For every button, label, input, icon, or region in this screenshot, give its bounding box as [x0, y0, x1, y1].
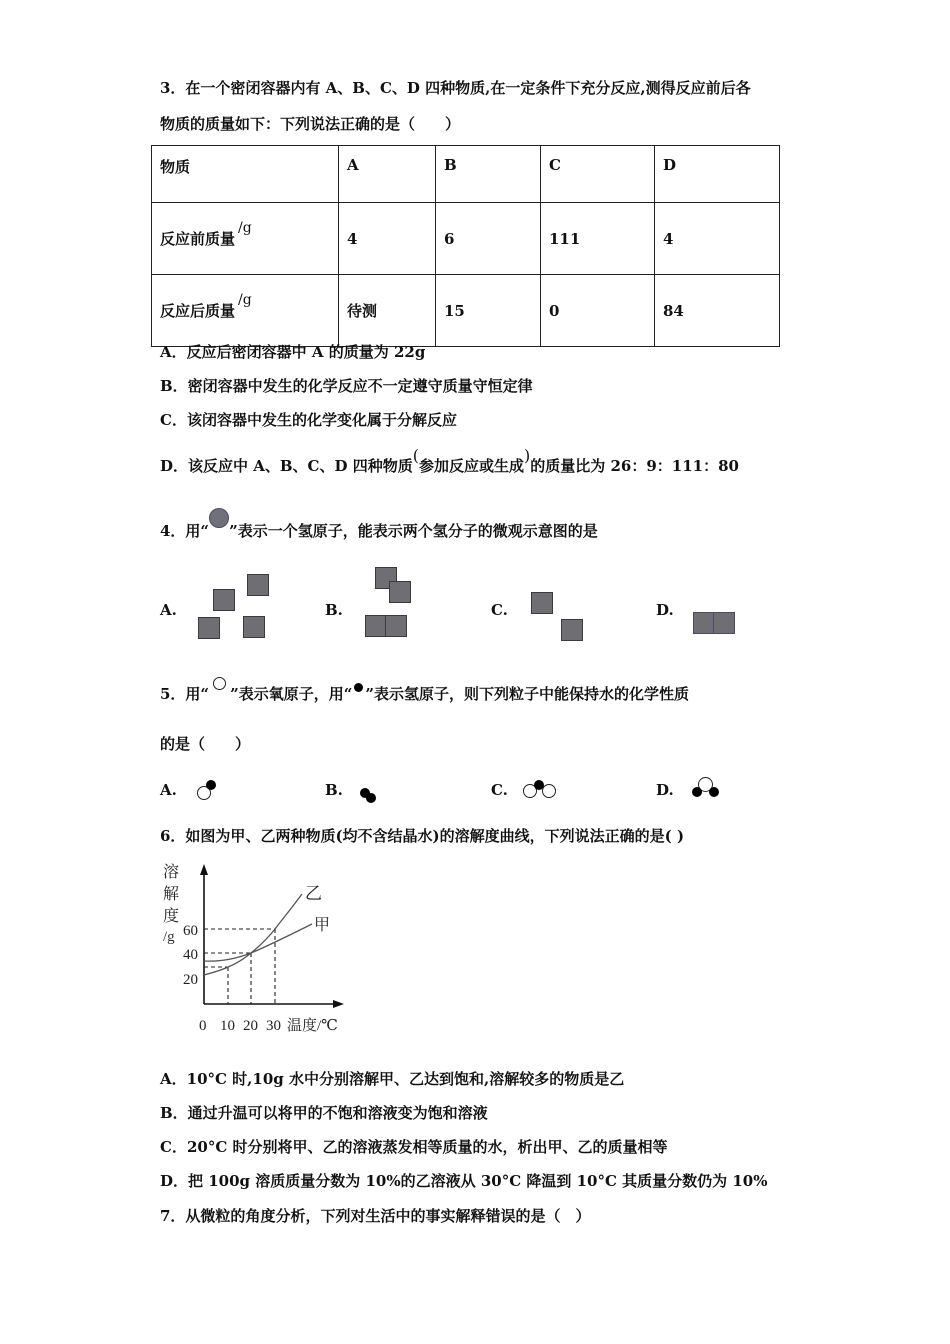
- hydrogen-atom-icon: [243, 616, 265, 638]
- q3-option-c[interactable]: C．该闭容器中发生的化学变化属于分解反应: [160, 411, 457, 429]
- q5-option-c-label[interactable]: C.: [491, 781, 508, 799]
- table-row: [152, 203, 780, 275]
- curve-yi: [204, 894, 302, 975]
- curve-jia: [204, 924, 312, 961]
- x-tick-label: 30: [266, 1018, 281, 1034]
- series-label-yi: 乙: [305, 884, 322, 903]
- q4-option-d-label[interactable]: D.: [656, 601, 674, 619]
- oxygen-atom-icon: [542, 784, 556, 798]
- hydrogen-atom-icon: [389, 581, 411, 603]
- q4-stem-post: ”表示一个氢原子，能表示两个氢分子的微观示意图的是: [229, 522, 598, 540]
- hydrogen-atom-icon: [366, 793, 376, 803]
- x-axis-arrow-icon: [333, 1000, 344, 1008]
- q6-option-b[interactable]: B．通过升温可以将甲的不饱和溶液变为饱和溶液: [160, 1104, 488, 1122]
- q4-stem: [160, 516, 598, 541]
- hydrogen-atom-icon: [198, 617, 220, 639]
- table-row: [152, 275, 780, 347]
- q3-option-b[interactable]: B．密闭容器中发生的化学反应不一定遵守质量守恒定律: [160, 377, 533, 395]
- table-cell: 84: [655, 275, 780, 347]
- q3-option-a[interactable]: A．反应后密闭容器中 A 的质量为 22g: [160, 343, 426, 361]
- table-header-cell: B: [436, 146, 541, 203]
- y-tick-label: 60: [183, 923, 198, 939]
- q5-stem-part2: ”表示氧原子，用“: [230, 685, 353, 703]
- q4-option-b-label[interactable]: B.: [325, 601, 343, 619]
- q4-stem-pre: 4．用“: [160, 522, 210, 540]
- table-header-cell: A: [339, 146, 436, 203]
- row-label-cell: [152, 275, 339, 347]
- hydrogen-atom-icon: [693, 612, 715, 634]
- q4-option-c-label[interactable]: C.: [491, 601, 508, 619]
- table-cell: 15: [436, 275, 541, 347]
- hydrogen-atom-icon: [534, 780, 544, 790]
- q3-stem-line1: 3．在一个密闭容器内有 A、B、C、D 四种物质,在一定条件下充分反应,测得反应前后各: [160, 79, 751, 97]
- x-tick-label: 20: [243, 1018, 258, 1034]
- q3-stem-line2: 物质的质量如下：下列说法正确的是（ ）: [160, 115, 461, 133]
- table-cell: 111: [541, 203, 655, 275]
- q6-option-c[interactable]: C．20°C 时分别将甲、乙的溶液蒸发相等质量的水，析出甲、乙的质量相等: [160, 1138, 668, 1156]
- unit-label: /g: [238, 292, 252, 308]
- series-label-jia: 甲: [314, 917, 331, 934]
- q4-option-a-label[interactable]: A.: [160, 601, 177, 619]
- table-cell: 4: [655, 203, 780, 275]
- row-label: 反应后质量: [160, 302, 236, 320]
- hydrogen-atom-icon: [713, 612, 735, 634]
- y-tick-label: 20: [183, 972, 198, 988]
- q5-option-d-label[interactable]: D.: [656, 781, 674, 799]
- hydrogen-atom-icon: [209, 508, 229, 528]
- q5-stem-line1: [160, 684, 689, 704]
- hydrogen-atom-icon: [213, 589, 235, 611]
- row-label-cell: [152, 203, 339, 275]
- q7-stem: 7．从微粒的角度分析，下列对生活中的事实解释错误的是（ ）: [160, 1207, 591, 1225]
- y-axis-label-char: 溶: [163, 864, 180, 881]
- hydrogen-atom-icon: [709, 787, 719, 797]
- q6-option-a[interactable]: A．10°C 时,10g 水中分别溶解甲、乙达到饱和,溶解较多的物质是乙: [160, 1070, 625, 1088]
- q5-option-a-label[interactable]: A.: [160, 781, 177, 799]
- table-cell: 待测: [339, 275, 436, 347]
- q5-stem-line2: 的是（ ）: [160, 735, 251, 753]
- row-label: 反应前质量: [160, 230, 236, 248]
- q3-option-d[interactable]: [160, 446, 739, 476]
- y-axis-arrow-icon: [200, 864, 208, 875]
- table-cell: 0: [541, 275, 655, 347]
- y-axis-label-char: 解: [163, 886, 180, 903]
- hydrogen-atom-icon: [206, 780, 216, 790]
- x-tick-label: 0: [199, 1018, 207, 1034]
- hydrogen-atom-icon: [247, 574, 269, 596]
- q5-stem-part1: 5．用“: [160, 685, 210, 703]
- option-d-text-mid: 参加反应或生成: [418, 457, 524, 475]
- q6-stem: 6．如图为甲、乙两种物质(均不含结晶水)的溶解度曲线，下列说法正确的是( ): [160, 827, 685, 845]
- table-header-cell: 物质: [152, 146, 339, 203]
- option-d-text-post: 的质量比为 26：9：111：80: [530, 457, 739, 475]
- y-axis-label-char: /g: [163, 929, 175, 945]
- table-header-cell: C: [541, 146, 655, 203]
- unit-label: /g: [238, 220, 252, 236]
- hydrogen-atom-icon: [385, 615, 407, 637]
- y-axis-label-char: 度: [163, 908, 180, 925]
- x-tick-label: 10: [220, 1018, 235, 1034]
- table-cell: 6: [436, 203, 541, 275]
- paren-open: (: [412, 446, 419, 465]
- oxygen-atom-icon: [213, 677, 226, 690]
- hydrogen-atom-icon: [692, 787, 702, 797]
- x-axis-label: 温度/℃: [287, 1018, 338, 1034]
- solubility-chart: [155, 855, 355, 1040]
- q5-stem-part3: ”表示氢原子，则下列粒子中能保持水的化学性质: [365, 685, 689, 703]
- table-header-cell: D: [655, 146, 780, 203]
- hydrogen-atom-icon: [531, 592, 553, 614]
- y-tick-label: 40: [183, 947, 198, 963]
- table-cell: 4: [339, 203, 436, 275]
- hydrogen-atom-icon: [365, 615, 387, 637]
- q3-mass-table: [151, 145, 780, 347]
- table-header-row: [152, 146, 780, 203]
- hydrogen-atom-icon: [354, 683, 363, 692]
- q6-option-d[interactable]: D．把 100g 溶质质量分数为 10%的乙溶液从 30°C 降温到 10°C 其质量分数仍为 10%: [160, 1172, 768, 1190]
- q5-option-b-label[interactable]: B.: [325, 781, 343, 799]
- paren-close: ): [523, 446, 531, 465]
- option-d-text-pre: D．该反应中 A、B、C、D 四种物质: [160, 457, 413, 475]
- hydrogen-atom-icon: [561, 619, 583, 641]
